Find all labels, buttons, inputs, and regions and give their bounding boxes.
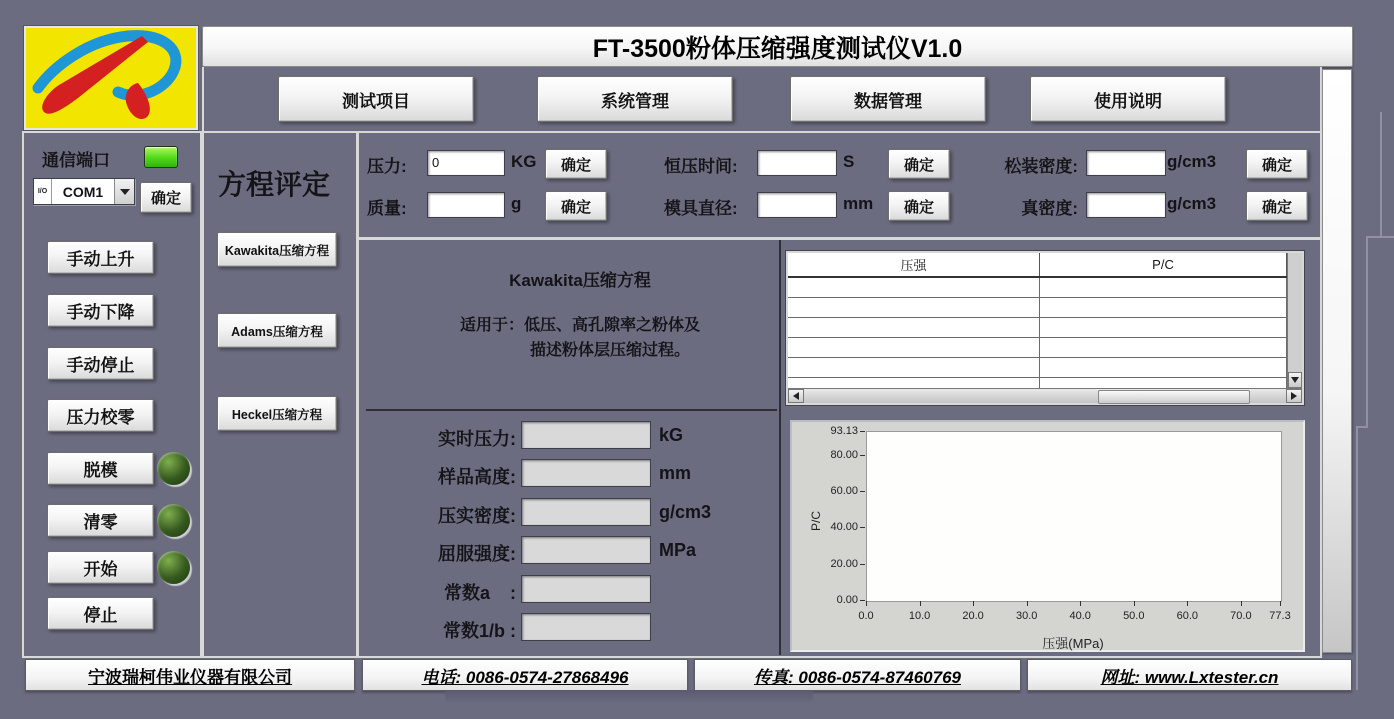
nav-button-3[interactable]: 数据管理: [790, 76, 986, 122]
y-tick-mark: [860, 600, 865, 601]
scroll-down-icon: [1291, 377, 1299, 383]
y-tick-mark: [860, 564, 865, 565]
sidebar-led-6: [157, 504, 190, 537]
table-cell[interactable]: [788, 278, 1040, 297]
y-tick-label: 0.00: [836, 594, 858, 606]
readout-value-1: [521, 421, 651, 449]
bg-decor-line: [1366, 236, 1394, 238]
y-tick-label: 40.00: [830, 521, 858, 534]
divider-middle-dark: [779, 240, 781, 655]
x-tick-label: 0.0: [858, 610, 874, 622]
footer-shadow: [445, 690, 813, 703]
table-cell[interactable]: [1040, 298, 1287, 317]
param-unit-1: KG: [511, 152, 537, 171]
x-tick-label: 40.0: [1069, 610, 1091, 622]
table-scroll-down-button[interactable]: [1288, 372, 1302, 388]
chart-xlabel: 压强(MPa): [1042, 636, 1104, 651]
param-label-6: 真密度:: [1021, 199, 1078, 218]
y-tick-label: 93.13: [830, 425, 858, 437]
readout-label-1: 实时压力:: [438, 429, 516, 449]
table-col-pressure: 压强: [788, 253, 1040, 276]
table-scroll-right-button[interactable]: [1286, 389, 1302, 403]
bg-decor-line: [1356, 428, 1358, 690]
y-tick-mark: [860, 527, 865, 528]
comm-confirm-button[interactable]: 确定: [140, 182, 192, 213]
readout-unit-2: mm: [659, 463, 692, 484]
readout-value-5: [521, 575, 651, 603]
nav-button-1[interactable]: 测试项目: [278, 76, 474, 122]
bg-decor-line: [1366, 238, 1368, 426]
table-row: [788, 298, 1302, 318]
y-tick-mark: [860, 431, 865, 432]
table-body: [788, 278, 1302, 398]
table-row: [788, 358, 1302, 378]
chevron-down-icon: [120, 189, 130, 195]
table-vertical-scrollbar[interactable]: [1287, 253, 1302, 388]
footer-cell-3: 传真: 0086-0574-87460769: [694, 659, 1021, 691]
scroll-right-icon: [1291, 392, 1297, 400]
param-input-5[interactable]: [1086, 150, 1166, 176]
readout-label-3: 压实密度:: [438, 505, 516, 526]
app-title-bar: [202, 26, 1353, 67]
app-title: FT-3500粉体压缩强度测试仪V1.0: [592, 34, 963, 63]
table-row: [788, 278, 1302, 298]
table-cell[interactable]: [788, 338, 1040, 357]
x-tick-mark: [973, 601, 974, 606]
param-confirm-button-5[interactable]: 确定: [1246, 149, 1308, 179]
table-row: [788, 318, 1302, 338]
param-unit-5: g/cm3: [1167, 152, 1217, 171]
x-tick-label: 60.0: [1176, 610, 1199, 622]
param-confirm-button-2[interactable]: 确定: [545, 191, 607, 221]
param-unit-6: g/cm3: [1167, 194, 1217, 213]
param-unit-2: g: [511, 194, 522, 213]
description-title: Kawakita压缩方程: [509, 271, 651, 290]
description-line2: 描述粉体层压缩过程。: [529, 342, 690, 359]
table-scroll-left-button[interactable]: [788, 389, 804, 403]
param-confirm-button-3[interactable]: 确定: [888, 149, 950, 179]
equation-button-3[interactable]: Heckel压缩方程: [217, 396, 337, 431]
divider-vertical-left: [356, 133, 359, 656]
equation-button-2[interactable]: Adams压缩方程: [217, 313, 337, 348]
x-tick-mark: [1134, 601, 1135, 606]
sidebar-button-6[interactable]: 清零: [47, 504, 154, 537]
param-confirm-button-1[interactable]: 确定: [545, 149, 607, 179]
table-horizontal-scrollbar[interactable]: [788, 388, 1302, 403]
param-label-2: 质量:: [367, 199, 407, 218]
x-tick-label: 77.3: [1269, 610, 1291, 622]
sidebar-button-3[interactable]: 手动停止: [47, 347, 154, 380]
divider-readouts-dark: [366, 409, 777, 411]
section-title: 方程评定: [218, 169, 331, 200]
readout-label-2: 样品高度:: [438, 467, 516, 488]
param-input-3[interactable]: [757, 150, 837, 176]
x-tick-label: 70.0: [1230, 610, 1252, 622]
param-input-6[interactable]: [1086, 192, 1166, 218]
comm-port-label: 通信端口: [42, 151, 110, 170]
readout-unit-3: g/cm3: [659, 501, 712, 522]
visa-io-icon: I/O: [34, 179, 52, 204]
x-tick-mark: [920, 601, 921, 606]
x-tick-mark: [1187, 601, 1188, 606]
readout-unit-1: kG: [659, 425, 684, 445]
param-input-2[interactable]: [427, 192, 505, 218]
footer-cell-4: 网址: www.Lxtester.cn: [1027, 659, 1352, 691]
window-vertical-scrollbar[interactable]: [1322, 69, 1352, 653]
equation-button-1[interactable]: Kawakita压缩方程: [217, 232, 337, 267]
readout-label-6: 常数1/b :: [442, 621, 516, 641]
description-line1: 适用于：低压、高孔隙率之粉体及: [459, 317, 700, 334]
scroll-left-icon: [793, 392, 799, 400]
chart-ylabel: P/C: [809, 511, 823, 532]
table-cell[interactable]: [788, 298, 1040, 317]
sidebar-button-5[interactable]: 脱模: [47, 452, 154, 485]
readout-label-4: 屈服强度:: [438, 544, 516, 565]
company-logo: [24, 26, 198, 130]
y-tick-mark: [860, 491, 865, 492]
param-confirm-button-4[interactable]: 确定: [888, 191, 950, 221]
sidebar-led-7: [157, 551, 190, 584]
x-tick-label: 30.0: [1015, 610, 1038, 622]
x-tick-mark: [1241, 601, 1242, 606]
table-cell[interactable]: [1040, 338, 1287, 357]
comm-status-led: [144, 146, 178, 168]
param-unit-3: S: [843, 152, 855, 171]
table-cell[interactable]: [788, 358, 1040, 377]
param-confirm-button-6[interactable]: 确定: [1246, 191, 1308, 221]
nav-button-4[interactable]: 使用说明: [1030, 76, 1226, 122]
param-label-3: 恒压时间:: [664, 157, 738, 176]
sidebar-led-5: [157, 452, 190, 485]
com-port-value: COM1: [62, 183, 104, 200]
sidebar-button-8[interactable]: 停止: [47, 597, 154, 630]
y-tick-label: 20.00: [830, 557, 858, 570]
bg-decor-line: [1380, 112, 1382, 238]
sidebar-button-1[interactable]: 手动上升: [47, 241, 154, 274]
chart-plot-area: [866, 431, 1282, 602]
table-row: [788, 338, 1302, 358]
param-label-1: 压力:: [367, 157, 407, 176]
logo-r-icon: [26, 28, 196, 128]
table-cell[interactable]: [788, 318, 1040, 337]
com-port-dropdown-button[interactable]: [114, 179, 134, 204]
param-label-5: 松装密度:: [1004, 157, 1078, 176]
readout-value-3: [521, 498, 651, 526]
readout-unit-4: MPa: [659, 540, 697, 561]
table-cell[interactable]: [1040, 358, 1287, 377]
footer-cell-1: 宁波瑞柯伟业仪器有限公司: [25, 659, 355, 691]
data-table: [786, 251, 1304, 405]
readout-value-4: [521, 536, 651, 564]
table-cell[interactable]: [1040, 278, 1287, 297]
readout-value-6: [521, 613, 651, 641]
readout-label-5: 常数a :: [443, 582, 516, 603]
param-label-4: 模具直径:: [664, 199, 738, 218]
divider-under-inputs: [359, 237, 1320, 240]
com-port-select[interactable]: [33, 178, 135, 205]
y-tick-mark: [860, 455, 865, 456]
x-tick-mark: [1080, 601, 1081, 606]
sidebar-button-7[interactable]: 开始: [47, 551, 154, 584]
param-input-1[interactable]: 0: [427, 150, 505, 176]
pc-pressure-chart: [790, 420, 1305, 652]
sidebar-button-2[interactable]: 手动下降: [47, 294, 154, 327]
readout-value-2: [521, 459, 651, 487]
x-tick-label: 50.0: [1123, 610, 1145, 622]
param-input-4[interactable]: [757, 192, 837, 218]
x-tick-mark: [1280, 601, 1281, 606]
x-tick-label: 10.0: [908, 610, 931, 622]
table-col-pc: P/C: [1040, 253, 1287, 276]
table-cell[interactable]: [1040, 318, 1287, 337]
table-header: [788, 253, 1302, 278]
nav-button-2[interactable]: 系统管理: [537, 76, 733, 122]
param-unit-4: mm: [843, 194, 874, 213]
x-tick-mark: [1027, 601, 1028, 606]
sidebar-button-4[interactable]: 压力校零: [47, 399, 154, 432]
x-tick-label: 20.0: [962, 610, 984, 622]
footer-cell-2: 电话: 0086-0574-27868496: [362, 659, 688, 691]
table-hscroll-thumb[interactable]: [1098, 390, 1250, 404]
x-tick-mark: [866, 601, 867, 606]
y-tick-label: 80.00: [830, 448, 858, 461]
y-tick-label: 60.00: [830, 485, 858, 498]
